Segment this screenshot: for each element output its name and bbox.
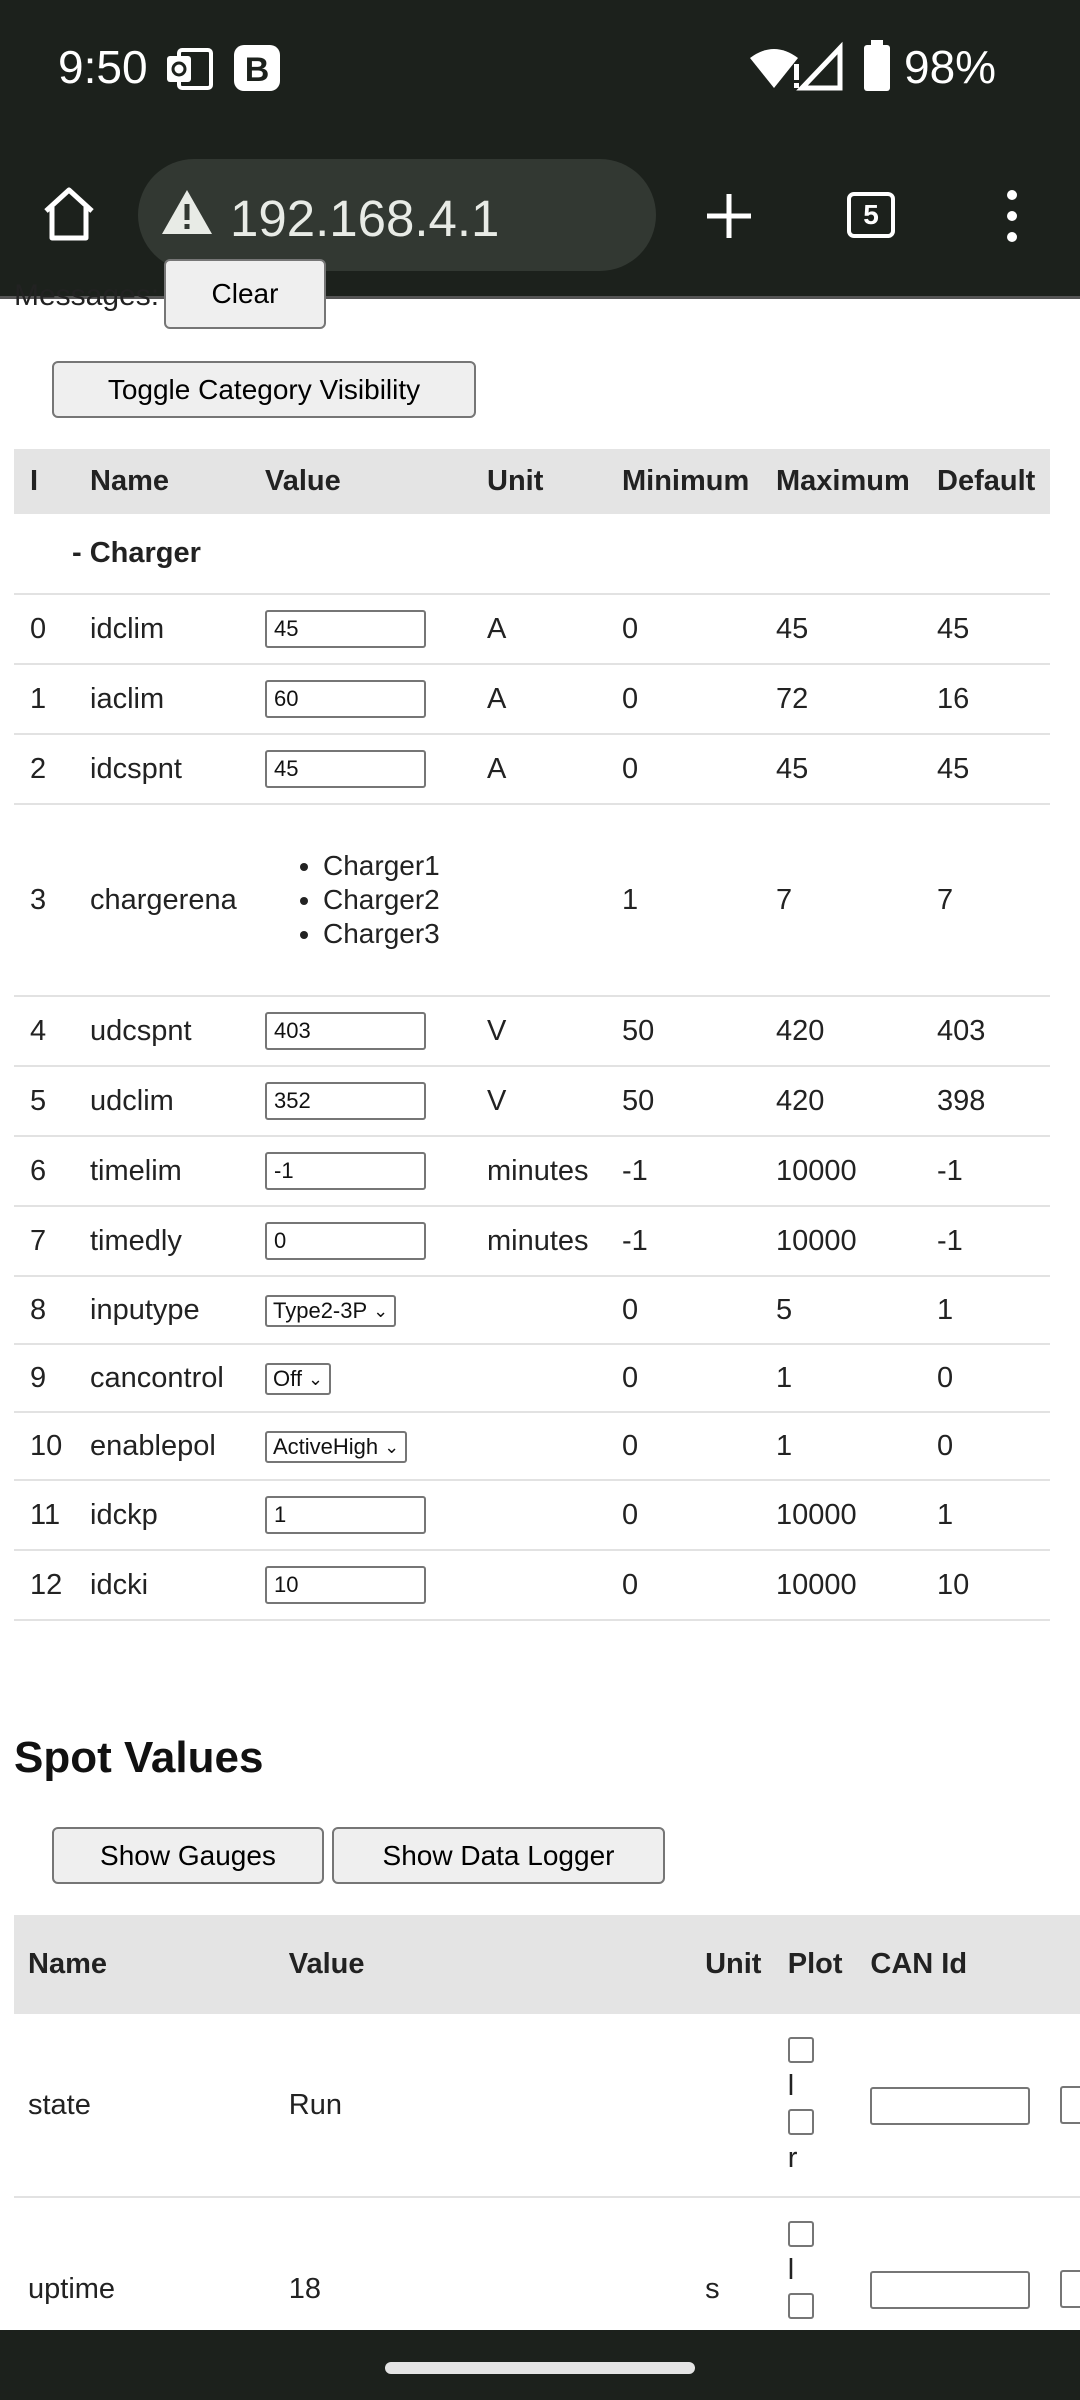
param-maximum: 7 xyxy=(760,804,921,996)
messages-label: Messages: xyxy=(14,279,160,312)
param-minimum: 1 xyxy=(606,804,760,996)
param-default: 45 xyxy=(921,734,1050,804)
param-option-item[interactable]: • Charger1 xyxy=(323,849,471,883)
param-minimum: 50 xyxy=(606,996,760,1066)
param-maximum: 420 xyxy=(760,1066,921,1136)
param-value-cell xyxy=(249,996,471,1066)
param-default: 1 xyxy=(921,1276,1050,1344)
param-minimum: 0 xyxy=(606,1344,760,1412)
spot-values-table xyxy=(14,1915,1080,2382)
param-minimum: 0 xyxy=(606,1412,760,1480)
param-maximum: 10000 xyxy=(760,1206,921,1276)
home-gesture-pill[interactable] xyxy=(385,2362,695,2374)
param-row-idckp xyxy=(14,1480,1050,1550)
param-minimum: 0 xyxy=(606,664,760,734)
address-bar[interactable] xyxy=(138,159,656,271)
param-row-cancontrol xyxy=(14,1344,1050,1412)
param-select-value: ActiveHigh xyxy=(273,1434,379,1459)
param-minimum: 0 xyxy=(606,734,760,804)
param-default: 10 xyxy=(921,1550,1050,1620)
param-index: 4 xyxy=(14,996,74,1066)
show-gauges-button[interactable]: Show Gauges xyxy=(52,1827,324,1884)
param-row-enablepol xyxy=(14,1412,1050,1480)
param-index: 11 xyxy=(14,1480,74,1550)
param-value-input[interactable] xyxy=(265,1012,426,1050)
param-unit: A xyxy=(471,664,606,734)
param-unit xyxy=(471,1344,606,1412)
param-value-cell xyxy=(249,594,471,664)
more-menu-icon[interactable] xyxy=(1000,187,1024,245)
tab-switcher-button[interactable] xyxy=(847,192,895,238)
param-select[interactable] xyxy=(265,1431,407,1463)
param-name: iaclim xyxy=(74,664,249,734)
param-index: 2 xyxy=(14,734,74,804)
plot-axis-label: r xyxy=(787,2142,798,2174)
header-maximum: Maximum xyxy=(760,449,921,514)
param-default: -1 xyxy=(921,1136,1050,1206)
table-header-row xyxy=(14,449,1050,514)
param-minimum: 0 xyxy=(606,1480,760,1550)
spot-values-heading: Spot Values xyxy=(14,1733,264,1782)
param-default: 403 xyxy=(921,996,1050,1066)
plot-checkbox[interactable] xyxy=(788,2109,814,2135)
spot-can-id-cell xyxy=(856,2014,1046,2197)
param-maximum: 10000 xyxy=(760,1480,921,1550)
param-select[interactable] xyxy=(265,1363,331,1395)
plot-checkbox[interactable] xyxy=(788,2293,814,2319)
param-option-item[interactable]: • Charger2 xyxy=(323,883,471,917)
header-default: Default xyxy=(921,449,1050,514)
param-value-input[interactable] xyxy=(265,680,426,718)
param-value-cell xyxy=(249,1344,471,1412)
param-unit xyxy=(471,1480,606,1550)
param-default: 45 xyxy=(921,594,1050,664)
param-index: 10 xyxy=(14,1412,74,1480)
param-value-input[interactable] xyxy=(265,750,426,788)
param-row-chargerena xyxy=(14,804,1050,996)
param-name: inputype xyxy=(74,1276,249,1344)
param-minimum: -1 xyxy=(606,1136,760,1206)
param-unit: minutes xyxy=(471,1206,606,1276)
param-maximum: 10000 xyxy=(760,1136,921,1206)
spot-header-plot: Plot xyxy=(774,1915,857,2014)
header-index: I xyxy=(14,449,74,514)
param-value-input[interactable] xyxy=(265,1222,426,1260)
param-maximum: 1 xyxy=(760,1344,921,1412)
category-row[interactable] xyxy=(14,514,1050,594)
overflow-input-edge[interactable] xyxy=(1060,2086,1080,2124)
param-index: 12 xyxy=(14,1550,74,1620)
param-name: udcspnt xyxy=(74,996,249,1066)
param-name: enablepol xyxy=(74,1412,249,1480)
param-row-idcspnt xyxy=(14,734,1050,804)
param-value-cell xyxy=(249,1412,471,1480)
can-id-input[interactable] xyxy=(870,2271,1030,2309)
chevron-down-icon: ⌄ xyxy=(373,1300,389,1321)
battery-icon xyxy=(862,40,892,92)
browser-toolbar xyxy=(0,135,1080,298)
signal-icon xyxy=(800,46,844,90)
param-row-timedly xyxy=(14,1206,1050,1276)
plot-axis-label: l xyxy=(787,2254,795,2286)
param-row-idcki xyxy=(14,1550,1050,1620)
param-select[interactable] xyxy=(265,1295,396,1327)
param-value-cell xyxy=(249,1480,471,1550)
parameters-table xyxy=(14,449,1050,1621)
home-icon[interactable] xyxy=(40,185,98,243)
param-maximum: 45 xyxy=(760,594,921,664)
param-index: 9 xyxy=(14,1344,74,1412)
spot-header-can-id: CAN Id xyxy=(856,1915,1046,2014)
battery-percent: 98% xyxy=(904,41,997,93)
spot-header-value: Value xyxy=(275,1915,691,2014)
param-unit: V xyxy=(471,996,606,1066)
param-index: 8 xyxy=(14,1276,74,1344)
param-index: 6 xyxy=(14,1136,74,1206)
param-value-cell xyxy=(249,734,471,804)
spot-name: uptime xyxy=(14,2197,275,2381)
param-unit: minutes xyxy=(471,1136,606,1206)
spot-header-row xyxy=(14,1915,1080,2014)
param-unit: A xyxy=(471,594,606,664)
spot-name: state xyxy=(14,2014,275,2197)
param-name: idcspnt xyxy=(74,734,249,804)
param-default: -1 xyxy=(921,1206,1050,1276)
param-name: cancontrol xyxy=(74,1344,249,1412)
outlook-icon xyxy=(165,48,213,90)
header-minimum: Minimum xyxy=(606,449,760,514)
param-minimum: 0 xyxy=(606,1276,760,1344)
param-index: 5 xyxy=(14,1066,74,1136)
param-maximum: 45 xyxy=(760,734,921,804)
param-index: 7 xyxy=(14,1206,74,1276)
spot-header-unit: Unit xyxy=(691,1915,774,2014)
param-maximum: 1 xyxy=(760,1412,921,1480)
param-unit: A xyxy=(471,734,606,804)
param-value-cell xyxy=(249,664,471,734)
param-unit xyxy=(471,1412,606,1480)
param-name: idckp xyxy=(74,1480,249,1550)
param-name: idclim xyxy=(74,594,249,664)
param-row-udclim xyxy=(14,1066,1050,1136)
status-bar xyxy=(0,0,1080,135)
can-id-input[interactable] xyxy=(870,2087,1030,2125)
param-maximum: 5 xyxy=(760,1276,921,1344)
category-label[interactable]: - Charger xyxy=(14,514,1050,594)
param-unit xyxy=(471,804,606,996)
spot-value: 18 xyxy=(275,2197,691,2381)
param-maximum: 420 xyxy=(760,996,921,1066)
param-minimum: -1 xyxy=(606,1206,760,1276)
warning-icon[interactable] xyxy=(160,187,214,237)
param-minimum: 0 xyxy=(606,1550,760,1620)
show-data-logger-button[interactable]: Show Data Logger xyxy=(332,1827,665,1884)
svg-text:B: B xyxy=(244,51,270,89)
param-option-item[interactable]: • Charger3 xyxy=(323,917,471,951)
overflow-input-edge[interactable] xyxy=(1060,2270,1080,2308)
param-default: 16 xyxy=(921,664,1050,734)
param-default: 398 xyxy=(921,1066,1050,1136)
plot-checkbox[interactable] xyxy=(788,2221,814,2247)
param-minimum: 50 xyxy=(606,1066,760,1136)
param-index: 1 xyxy=(14,664,74,734)
param-row-timelim xyxy=(14,1136,1050,1206)
param-unit: V xyxy=(471,1066,606,1136)
param-value-cell xyxy=(249,1550,471,1620)
param-default: 1 xyxy=(921,1480,1050,1550)
clear-button[interactable]: Clear xyxy=(164,259,326,329)
spot-unit xyxy=(691,2014,774,2197)
param-select-value: Off xyxy=(273,1366,302,1391)
spot-overflow-cell xyxy=(1046,2014,1080,2197)
chevron-down-icon: ⌄ xyxy=(384,1436,400,1457)
param-index: 3 xyxy=(14,804,74,996)
param-value-input[interactable] xyxy=(265,1496,426,1534)
tab-count: 5 xyxy=(863,199,879,230)
param-unit xyxy=(471,1550,606,1620)
plot-axis-label: l xyxy=(787,2070,795,2102)
param-maximum: 72 xyxy=(760,664,921,734)
param-row-idclim xyxy=(14,594,1050,664)
param-index: 0 xyxy=(14,594,74,664)
spot-plot-cell xyxy=(774,2014,857,2197)
param-name: udclim xyxy=(74,1066,249,1136)
param-value-cell xyxy=(249,1066,471,1136)
param-value-cell xyxy=(249,804,471,996)
param-value-input[interactable] xyxy=(265,1082,426,1120)
spot-value: Run xyxy=(275,2014,691,2197)
param-select-value: Type2-3P xyxy=(273,1298,368,1323)
param-unit xyxy=(471,1276,606,1344)
param-name: timedly xyxy=(74,1206,249,1276)
spot-header-overflow xyxy=(1046,1915,1080,2014)
spot-row-state xyxy=(14,2014,1080,2197)
header-value: Value xyxy=(249,449,471,514)
param-default: 0 xyxy=(921,1344,1050,1412)
param-value-input[interactable] xyxy=(265,610,426,648)
new-tab-icon[interactable] xyxy=(704,191,754,241)
spot-header-name: Name xyxy=(14,1915,275,2014)
param-maximum: 10000 xyxy=(760,1550,921,1620)
param-name: chargerena xyxy=(74,804,249,996)
status-time: 9:50 xyxy=(58,41,148,93)
chevron-down-icon: ⌄ xyxy=(307,1368,324,1389)
param-value-cell xyxy=(249,1136,471,1206)
param-value-input[interactable] xyxy=(265,1152,426,1190)
b-app-icon xyxy=(233,44,281,92)
param-default: 7 xyxy=(921,804,1050,996)
param-row-inputype xyxy=(14,1276,1050,1344)
toggle-category-button[interactable]: Toggle Category Visibility xyxy=(52,361,476,418)
param-value-cell xyxy=(249,1276,471,1344)
url-text[interactable]: 192.168.4.1 xyxy=(230,190,500,247)
spot-unit: s xyxy=(691,2197,774,2381)
param-row-udcspnt xyxy=(14,996,1050,1066)
param-minimum: 0 xyxy=(606,594,760,664)
param-value-cell xyxy=(249,1206,471,1276)
param-name: idcki xyxy=(74,1550,249,1620)
web-page xyxy=(0,278,1080,2330)
navigation-bar xyxy=(0,2330,1080,2400)
header-unit: Unit xyxy=(471,449,606,514)
param-name: timelim xyxy=(74,1136,249,1206)
header-name: Name xyxy=(74,449,249,514)
param-value-input[interactable] xyxy=(265,1566,426,1604)
param-default: 0 xyxy=(921,1412,1050,1480)
param-options-list[interactable] xyxy=(249,849,471,951)
wifi-icon xyxy=(748,46,804,90)
param-row-iaclim xyxy=(14,664,1050,734)
plot-checkbox[interactable] xyxy=(788,2037,814,2063)
